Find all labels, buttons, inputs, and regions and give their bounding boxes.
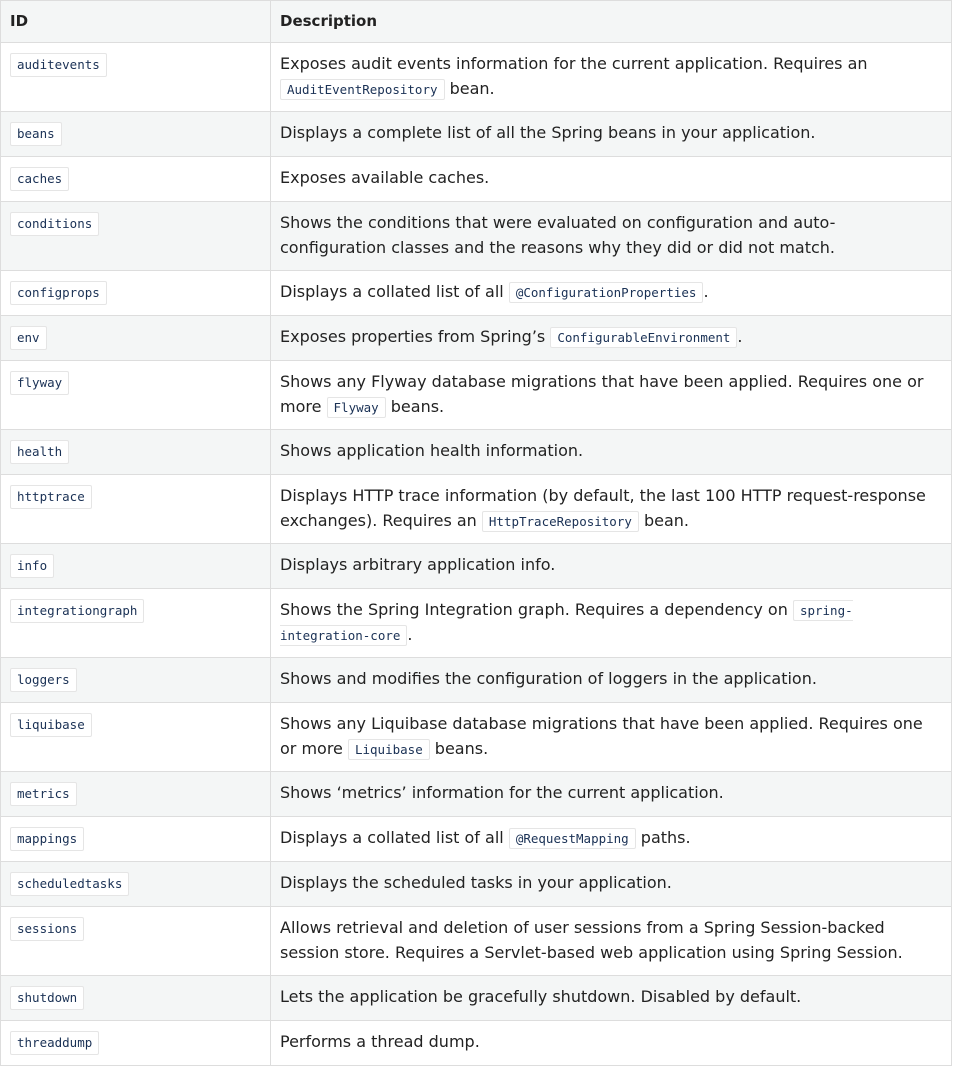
description-text: Displays a collated list of all xyxy=(280,828,509,847)
table-row xyxy=(1,976,952,1021)
endpoint-description-cell xyxy=(271,658,952,703)
table-row xyxy=(1,658,952,703)
endpoint-id: conditions xyxy=(10,212,99,236)
endpoint-id: metrics xyxy=(10,782,77,806)
endpoint-id-cell xyxy=(1,43,271,112)
inline-code: Flyway xyxy=(327,397,386,418)
endpoint-id: mappings xyxy=(10,827,84,851)
endpoint-description-cell xyxy=(271,772,952,817)
endpoint-id-cell xyxy=(1,1021,271,1066)
endpoint-id: shutdown xyxy=(10,986,84,1010)
description-text: Displays the scheduled tasks in your application. xyxy=(280,873,672,892)
endpoint-description-cell xyxy=(271,976,952,1021)
description-text: Exposes properties from Spring’s xyxy=(280,327,551,346)
endpoint-description-cell xyxy=(271,475,952,544)
description-text: Performs a thread dump. xyxy=(280,1032,480,1051)
endpoint-description-cell xyxy=(271,271,952,316)
table-row xyxy=(1,361,952,430)
endpoint-description-cell xyxy=(271,703,952,772)
table-row xyxy=(1,316,952,361)
description-column-header: Description xyxy=(271,1,952,43)
endpoint-description-cell xyxy=(271,112,952,157)
description-text: Lets the application be gracefully shutdown. Disabled by default. xyxy=(280,987,802,1006)
table-row xyxy=(1,1021,952,1066)
endpoint-description-cell xyxy=(271,1021,952,1066)
endpoint-id-cell xyxy=(1,316,271,361)
endpoint-id-cell xyxy=(1,658,271,703)
table-row xyxy=(1,589,952,658)
endpoint-id: env xyxy=(10,326,47,350)
endpoint-description-cell xyxy=(271,43,952,112)
table-row xyxy=(1,430,952,475)
endpoint-id: sessions xyxy=(10,917,84,941)
endpoint-description-cell xyxy=(271,157,952,202)
endpoint-id: beans xyxy=(10,122,62,146)
endpoint-id: threaddump xyxy=(10,1031,99,1055)
description-text: . xyxy=(737,327,743,346)
table-row xyxy=(1,817,952,862)
table-row xyxy=(1,475,952,544)
endpoint-id: flyway xyxy=(10,371,69,395)
endpoint-id-cell xyxy=(1,475,271,544)
endpoint-description-cell xyxy=(271,316,952,361)
endpoint-description-cell xyxy=(271,589,952,658)
description-text: Shows application health information. xyxy=(280,441,584,460)
description-text: Exposes audit events information for the current application. Requires an xyxy=(280,54,868,73)
endpoint-id-cell xyxy=(1,772,271,817)
endpoint-id: loggers xyxy=(10,668,77,692)
description-text: . xyxy=(407,625,413,644)
table-row xyxy=(1,112,952,157)
inline-code: Liquibase xyxy=(348,739,430,760)
endpoint-id: health xyxy=(10,440,69,464)
endpoint-id-cell xyxy=(1,157,271,202)
table-row xyxy=(1,772,952,817)
endpoint-id-cell xyxy=(1,361,271,430)
endpoint-id-cell xyxy=(1,862,271,907)
endpoint-description-cell xyxy=(271,430,952,475)
description-text: . xyxy=(703,282,709,301)
endpoint-id-cell xyxy=(1,703,271,772)
description-text: Allows retrieval and deletion of user sessions from a Spring Session-backed session store. Requires a Servlet-based web application using Spring Session. xyxy=(280,918,903,962)
endpoint-id-cell xyxy=(1,589,271,658)
inline-code: spring-integration-core xyxy=(280,600,853,646)
endpoint-id: caches xyxy=(10,167,69,191)
description-text: Shows the Spring Integration graph. Requires a dependency on xyxy=(280,600,793,619)
table-row xyxy=(1,907,952,976)
endpoint-description-cell xyxy=(271,907,952,976)
endpoint-id-cell xyxy=(1,817,271,862)
description-text: Displays arbitrary application info. xyxy=(280,555,556,574)
table-row xyxy=(1,862,952,907)
table-row xyxy=(1,703,952,772)
endpoint-id: integrationgraph xyxy=(10,599,144,623)
endpoint-description-cell xyxy=(271,202,952,271)
table-body xyxy=(1,43,952,1066)
endpoint-id: auditevents xyxy=(10,53,107,77)
inline-code: @ConfigurationProperties xyxy=(509,282,704,303)
endpoint-id-cell xyxy=(1,271,271,316)
endpoint-description-cell xyxy=(271,361,952,430)
table-row xyxy=(1,157,952,202)
table-row xyxy=(1,544,952,589)
description-text: Shows any Liquibase database migrations that have been applied. Requires one or more xyxy=(280,714,923,758)
description-text: bean. xyxy=(444,79,495,98)
description-text: Shows and modifies the configuration of loggers in the application. xyxy=(280,669,817,688)
description-text: Shows any Flyway database migrations that have been applied. Requires one or more xyxy=(280,372,924,416)
description-text: paths. xyxy=(635,828,691,847)
inline-code: @RequestMapping xyxy=(509,828,636,849)
description-text: bean. xyxy=(638,511,690,530)
table-row xyxy=(1,271,952,316)
endpoint-id-cell xyxy=(1,202,271,271)
endpoint-id: httptrace xyxy=(10,485,92,509)
endpoint-id-cell xyxy=(1,976,271,1021)
table-row xyxy=(1,43,952,112)
endpoint-id: configprops xyxy=(10,281,107,305)
endpoint-id-cell xyxy=(1,430,271,475)
inline-code: AuditEventRepository xyxy=(280,79,445,100)
endpoint-id-cell xyxy=(1,544,271,589)
endpoint-id: scheduledtasks xyxy=(10,872,129,896)
inline-code: ConfigurableEnvironment xyxy=(550,327,737,348)
id-column-header: ID xyxy=(1,1,271,43)
description-text: beans. xyxy=(385,397,445,416)
description-text: Exposes available caches. xyxy=(280,168,490,187)
table-header-row xyxy=(1,1,952,43)
description-text: Shows ‘metrics’ information for the current application. xyxy=(280,783,724,802)
table-row xyxy=(1,202,952,271)
endpoint-id: liquibase xyxy=(10,713,92,737)
endpoint-description-cell xyxy=(271,817,952,862)
endpoint-description-cell xyxy=(271,862,952,907)
description-text: Displays a complete list of all the Spring beans in your application. xyxy=(280,123,816,142)
endpoint-id: info xyxy=(10,554,54,578)
description-text: Displays a collated list of all xyxy=(280,282,509,301)
inline-code: HttpTraceRepository xyxy=(482,511,639,532)
endpoint-id-cell xyxy=(1,907,271,976)
endpoint-description-cell xyxy=(271,544,952,589)
description-text: Shows the conditions that were evaluated on configuration and auto-configuration classes and the reasons why they did or did not match. xyxy=(280,213,836,257)
endpoint-id-cell xyxy=(1,112,271,157)
description-text: beans. xyxy=(429,739,489,758)
description-text: Displays HTTP trace information (by default, the last 100 HTTP request-response exchanges). Requires an xyxy=(280,486,926,530)
